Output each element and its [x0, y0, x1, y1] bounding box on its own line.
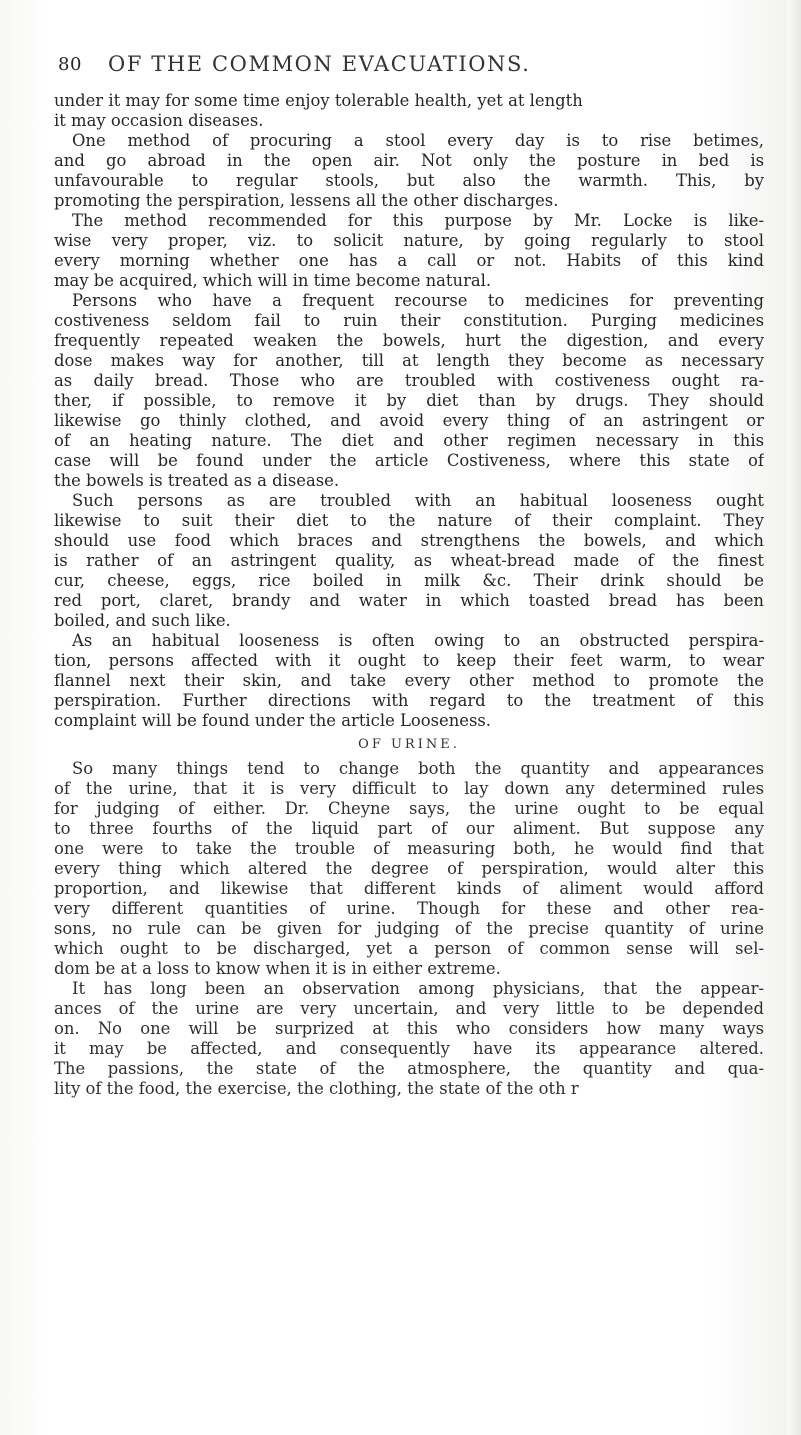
- text-line: It has long been an observation among physicians, that the appear-: [72, 979, 764, 998]
- text-line: case will be found under the article Costiveness, where this state of: [54, 451, 764, 470]
- text-line: tion, persons affected with it ought to keep their feet warm, to wear: [54, 651, 764, 670]
- text-line: lity of the food, the exercise, the clothing, the state of the oth r: [54, 1079, 579, 1098]
- text-line: is rather of an astringent quality, as wheat-bread made of the finest: [54, 551, 764, 570]
- section-heading: OF URINE.: [358, 737, 460, 752]
- text-line: Persons who have a frequent recourse to medicines for preventing: [72, 291, 764, 310]
- text-line: as daily bread. Those who are troubled with costiveness ought ra-: [54, 371, 764, 390]
- page-header: [58, 54, 758, 82]
- text-line: dom be at a loss to know when it is in either extreme.: [54, 959, 501, 978]
- text-line: One method of procuring a stool every day is to rise betimes,: [72, 131, 764, 150]
- text-line: unfavourable to regular stools, but also the warmth. This, by: [54, 171, 764, 190]
- text-line: very different quantities of urine. Though for these and other rea-: [54, 899, 764, 918]
- text-line: should use food which braces and strengthens the bowels, and which: [54, 531, 764, 550]
- text-line: of an heating nature. The diet and other regimen necessary in this: [54, 431, 764, 450]
- text-line: proportion, and likewise that different kinds of aliment would afford: [54, 879, 764, 898]
- text-line: likewise to suit their diet to the nature of their complaint. They: [54, 511, 764, 530]
- text-line: costiveness seldom fail to ruin their constitution. Purging medicines: [54, 311, 764, 330]
- text-line: every thing which altered the degree of perspiration, would alter this: [54, 859, 764, 878]
- text-line: for judging of either. Dr. Cheyne says, the urine ought to be equal: [54, 799, 764, 818]
- text-line: cur, cheese, eggs, rice boiled in milk &c. Their drink should be: [54, 571, 764, 590]
- urine-section-text: [54, 759, 764, 1099]
- text-line: dose makes way for another, till at length they become as necessary: [54, 351, 764, 370]
- text-line: wise very proper, viz. to solicit nature, by going regularly to stool: [54, 231, 764, 250]
- text-line: on. No one will be surprized at this who considers how many ways: [54, 1019, 764, 1038]
- text-line: every morning whether one has a call or not. Habits of this kind: [54, 251, 764, 270]
- text-line: it may occasion diseases.: [54, 111, 264, 130]
- text-line: likewise go thinly clothed, and avoid every thing of an astringent or: [54, 411, 764, 430]
- text-line: perspiration. Further directions with regard to the treatment of this: [54, 691, 764, 710]
- text-line: As an habitual looseness is often owing to an obstructed perspira-: [72, 631, 764, 650]
- text-line: it may be affected, and consequently have its appearance altered.: [54, 1039, 764, 1058]
- text-line: of the urine, that it is very difficult to lay down any determined rules: [54, 779, 764, 798]
- text-line: the bowels is treated as a disease.: [54, 471, 340, 490]
- text-line: may be acquired, which will in time become natural.: [54, 271, 492, 290]
- text-line: ances of the urine are very uncertain, and very little to be depended: [54, 999, 764, 1018]
- text-line: under it may for some time enjoy tolerable health, yet at length: [54, 91, 583, 110]
- text-line: which ought to be discharged, yet a person of common sense will sel-: [54, 939, 764, 958]
- text-line: and go abroad in the open air. Not only the posture in bed is: [54, 151, 764, 170]
- text-line: Such persons as are troubled with an habitual looseness ought: [72, 491, 764, 510]
- text-line: red port, claret, brandy and water in which toasted bread has been: [54, 591, 764, 610]
- text-line: frequently repeated weaken the bowels, hurt the digestion, and every: [54, 331, 764, 350]
- text-line: complaint will be found under the article Looseness.: [54, 711, 492, 730]
- text-line: one were to take the trouble of measuring both, he would find that: [54, 839, 764, 858]
- text-line: The passions, the state of the atmosphere, the quantity and qua-: [54, 1059, 764, 1078]
- page-edge-shadow: [787, 0, 801, 1435]
- text-line: flannel next their skin, and take every other method to promote the: [54, 671, 764, 690]
- text-line: The method recommended for this purpose by Mr. Locke is like-: [72, 211, 764, 230]
- text-line: sons, no rule can be given for judging of the precise quantity of urine: [54, 919, 764, 938]
- page-number: 80: [58, 54, 82, 75]
- text-line: So many things tend to change both the quantity and appearances: [72, 759, 764, 778]
- body-text: [54, 91, 764, 1099]
- running-head: OF THE COMMON EVACUATIONS.: [108, 52, 531, 76]
- text-line: boiled, and such like.: [54, 611, 231, 630]
- text-line: promoting the perspiration, lessens all the other discharges.: [54, 191, 559, 210]
- text-line: to three fourths of the liquid part of our aliment. But suppose any: [54, 819, 764, 838]
- text-line: ther, if possible, to remove it by diet than by drugs. They should: [54, 391, 764, 410]
